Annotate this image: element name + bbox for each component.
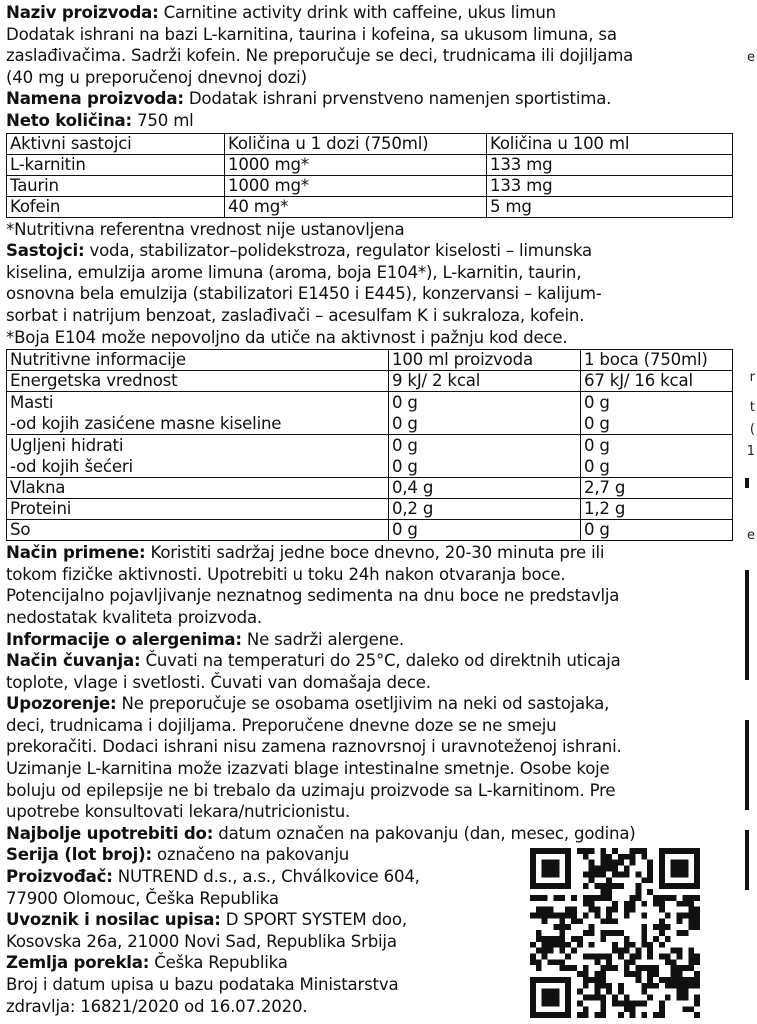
allergen-line <box>6 629 734 651</box>
table-row <box>7 499 733 520</box>
table-row <box>7 154 733 175</box>
storage-line: Čuvati na temperaturi do 25°C, daleko od direktnih uticaja <box>140 651 621 671</box>
warning-line: Ne preporučuje se osobama osetljivim na neki od sastojaka, <box>116 694 610 714</box>
importer-line: D SPORT SYSTEM doo, <box>220 910 407 930</box>
nutrient-value: 0 g <box>584 414 610 434</box>
table-cell: 0,2 g <box>389 499 581 520</box>
ingredients-line: osnovna bela emulzija (stabilizatori E1450 i E445), konzervansi – kalijum- <box>6 284 602 304</box>
table-row <box>7 435 733 478</box>
warning-line: deci, trudnicama i dojiljama. Preporučene dnevne doze se ne smeju <box>6 715 557 735</box>
allergen-label: Informacije o alergenima: <box>6 629 242 649</box>
warning-paragraph <box>6 693 734 823</box>
nutrient-value: 0 g <box>392 414 418 434</box>
table-cell: 2,7 g <box>581 478 733 499</box>
table-cell: 5 mg <box>487 196 733 217</box>
table-cell: Kofein <box>7 196 225 217</box>
nutrient-value: 0 g <box>584 393 610 413</box>
description-line: (40 mg u preporučenoj dnevnoj dozi) <box>6 67 307 87</box>
table-cell: 0,4 g <box>389 478 581 499</box>
registration-line: zdravlja: 16821/2020 od 16.07.2020. <box>6 996 308 1016</box>
storage-line: toplote, vlage i svetlosti. Čuvati van domašaja dece. <box>6 672 431 692</box>
ingredients-paragraph <box>6 240 734 326</box>
table-cell: 0 g <box>581 520 733 541</box>
warning-label: Upozorenje: <box>6 694 117 714</box>
nutrient-value: 0 g <box>584 457 610 477</box>
table-cell <box>389 435 581 478</box>
table-cell: L-karnitin <box>7 154 225 175</box>
ingredients-line: sorbat i natrijum benzoat, zaslađivači – acesulfam K i sukraloza, kofein. <box>6 305 585 325</box>
usage-paragraph <box>6 542 734 628</box>
table-header-cell: Nutritivne informacije <box>7 350 389 371</box>
manufacturer-line: NUTREND d.s., a.s., Chválkovice 604, <box>112 867 420 887</box>
lot-label: Serija (lot broj): <box>6 845 152 865</box>
table-header-cell: 1 boca (750ml) <box>581 350 733 371</box>
usage-line: nedostatak kvaliteta proizvoda. <box>6 607 262 627</box>
adjacent-label-edge <box>735 0 757 1024</box>
table-header-cell: 100 ml proizvoda <box>389 350 581 371</box>
lot-text: označeno na pakovanju <box>151 845 350 865</box>
edge-text-fragment: e <box>747 50 755 65</box>
table-header-cell: Količina u 100 ml <box>487 133 733 154</box>
importer-line: Kosovska 26a, 21000 Novi Sad, Republika Srbija <box>6 931 397 951</box>
table-cell <box>581 392 733 435</box>
nutrient-value: 0 g <box>392 393 418 413</box>
table-cell: 0 g <box>389 520 581 541</box>
edge-bar <box>745 830 749 890</box>
table-row <box>7 175 733 196</box>
product-description <box>6 24 734 89</box>
ingredients-label: Sastojci: <box>6 241 85 261</box>
storage-paragraph <box>6 650 734 693</box>
net-quantity-label: Neto količina: <box>6 110 132 130</box>
table-header-row <box>7 350 733 371</box>
edge-bar <box>745 570 749 680</box>
net-quantity-line <box>6 110 734 132</box>
allergen-text: Ne sadrži alergene. <box>241 629 404 649</box>
nutrition-table <box>6 349 733 541</box>
edge-text-fragment: 1 <box>746 444 755 459</box>
nutrient-sublabel: -od kojih zasićene masne kiseline <box>10 414 282 434</box>
nutrient-value: 0 g <box>392 457 418 477</box>
table-cell: Vlakna <box>7 478 389 499</box>
table-cell: Proteini <box>7 499 389 520</box>
best-before-line <box>6 823 734 845</box>
table-cell <box>7 435 389 478</box>
table-cell: 9 kJ/ 2 kcal <box>389 371 581 392</box>
purpose-text: Dodatak ishrani prvenstveno namenjen sportistima. <box>183 89 612 109</box>
table-header-cell: Aktivni sastojci <box>7 133 225 154</box>
edge-text-fragment: t <box>749 400 755 415</box>
table-row <box>7 196 733 217</box>
qr-code-icon <box>530 848 700 1018</box>
table-cell: 40 mg* <box>225 196 487 217</box>
importer-label: Uvoznik i nosilac upisa: <box>6 910 221 930</box>
nutrient-sublabel: -od kojih šećeri <box>10 457 133 477</box>
table-cell: Energetska vrednost <box>7 371 389 392</box>
best-before-text: datum označen na pakovanju (dan, mesec, godina) <box>213 823 636 843</box>
colorant-footnote: *Boja E104 može nepovoljno da utiče na aktivnost i pažnju kod dece. <box>6 327 568 347</box>
usage-line: tokom fizičke aktivnosti. Upotrebiti u toku 24h nakon otvaranja boce. <box>6 564 566 584</box>
description-line: zaslađivačima. Sadrži kofein. Ne preporučuje se deci, trudnicama ili dojiljama <box>6 46 634 66</box>
product-name-text: Carnitine activity drink with caffeine, ukus limun <box>158 3 556 22</box>
nutrient-value: 0 g <box>392 436 418 456</box>
registration-line: Broj i datum upisa u bazu podataka Ministarstva <box>6 975 399 994</box>
warning-line: prekoračiti. Dodaci ishrani nisu zamena raznovrsnoj i uravnoteženoj ishrani. <box>6 737 622 757</box>
nutrient-label: Ugljeni hidrati <box>10 436 124 456</box>
nutrient-label: Masti <box>10 393 54 413</box>
ingredients-line: voda, stabilizator–polidekstroza, regulator kiselosti – limunska <box>84 241 592 261</box>
best-before-label: Najbolje upotrebiti do: <box>6 823 214 843</box>
warning-line: upotrebe konsultovati lekara/nutricionistu. <box>6 802 351 822</box>
description-line: Dodatak ishrani na bazi L-karnitina, taurina i kofeina, sa ukusom limuna, sa <box>6 24 617 44</box>
table-cell <box>581 435 733 478</box>
nrv-footnote: *Nutritivna referentna vrednost nije ustanovljena <box>6 219 405 239</box>
edge-text-fragment: r <box>749 370 755 385</box>
purpose-label: Namena proizvoda: <box>6 89 184 109</box>
usage-line: Koristiti sadržaj jedne boce dnevno, 20-30 minuta pre ili <box>145 543 605 563</box>
edge-text-fragment: ( <box>749 422 755 437</box>
table-cell: 1000 mg* <box>225 175 487 196</box>
table-cell: So <box>7 520 389 541</box>
product-name-line <box>6 2 734 24</box>
product-name-label: Naziv proizvoda: <box>6 3 159 22</box>
storage-label: Način čuvanja: <box>6 651 141 671</box>
warning-line: Uzimanje L-karnitina može izazvati blage intestinalne smetnje. Osobe koje <box>6 759 610 779</box>
table-row <box>7 520 733 541</box>
net-quantity-text: 750 ml <box>132 110 194 130</box>
table-cell: 133 mg <box>487 175 733 196</box>
manufacturer-line: 77900 Olomouc, Češka Republika <box>6 888 279 908</box>
table-row <box>7 392 733 435</box>
edge-bar <box>745 720 749 810</box>
table-cell: 133 mg <box>487 154 733 175</box>
table-cell <box>7 392 389 435</box>
ingredients-line: kiselina, emulzija arome limuna (aroma, boja E104*), L-karnitin, taurin, <box>6 262 582 282</box>
manufacturer-label: Proizvođač: <box>6 867 113 887</box>
table-row <box>7 478 733 499</box>
table-row <box>7 371 733 392</box>
usage-line: Potencijalno pojavljivanje neznatnog sedimenta na dnu boce ne predstavlja <box>6 586 620 606</box>
active-ingredients-table <box>6 133 733 218</box>
table-cell: Taurin <box>7 175 225 196</box>
origin-text: Češka Republika <box>149 953 288 973</box>
table-cell: 67 kJ/ 16 kcal <box>581 371 733 392</box>
purpose-line <box>6 88 734 110</box>
warning-line: boluju od epilepsije ne bi trebalo da uzimaju proizvode sa L-karnitinom. Pre <box>6 780 616 800</box>
table-cell <box>389 392 581 435</box>
usage-label: Način primene: <box>6 543 146 563</box>
table-header-cell: Količina u 1 dozi (750ml) <box>225 133 487 154</box>
table-cell: 1000 mg* <box>225 154 487 175</box>
origin-label: Zemlja porekla: <box>6 953 150 973</box>
edge-bar <box>745 478 749 488</box>
table-header-row <box>7 133 733 154</box>
edge-text-fragment: e <box>747 528 755 543</box>
table-cell: 1,2 g <box>581 499 733 520</box>
nutrient-value: 0 g <box>584 436 610 456</box>
